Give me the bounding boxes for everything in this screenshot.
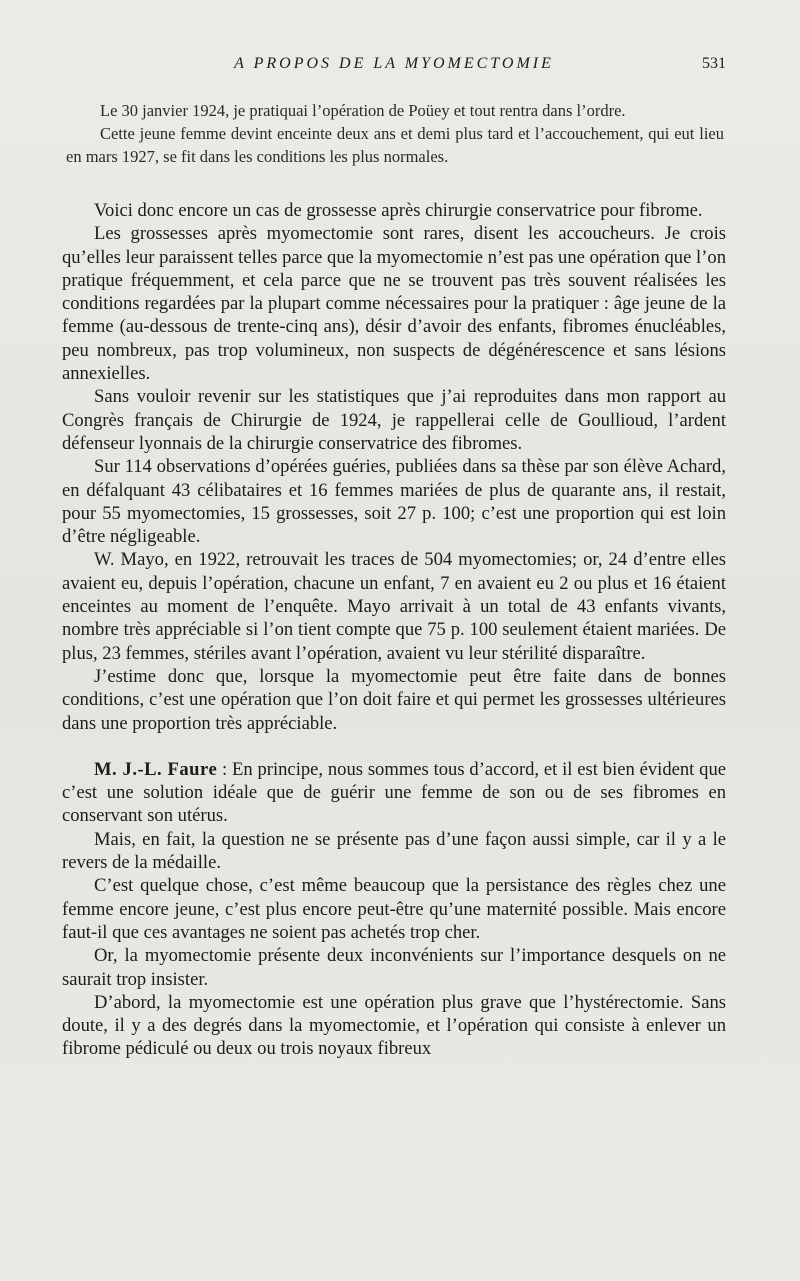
discussion-paragraph: C’est quelque chose, c’est même beaucoup que la persistance des règles chez une femme encore jeune, c’est plus encore peut-être qu’une maternité possible. Mais encore faut-il que ces avantages ne soient pas achetés trop cher. [62,875,726,943]
discussion-paragraph: Mais, en fait, la question ne se présente pas d’une façon aussi simple, car il y a le revers de la médaille. [62,828,726,874]
body-paragraph: Voici donc encore un cas de grossesse après chirurgie conservatrice pour fibrome. [94,200,703,221]
body-paragraph: Sur 114 observations d’opérées guéries, publiées dans sa thèse par son élève Achard, en défalquant 43 célibataires et 16 femmes mariées de plus de quarante ans, il restait, pour 55 myomectomies, 15 grossesses, soit 27 p. 100; c’est une proportion qui est loin d’être négligeable. [62,456,726,548]
running-title: A PROPOS DE LA MYOMECTOMIE [234,55,554,72]
body-paragraph: Sans vouloir revenir sur les statistiques que j’ai reproduites dans mon rapport au Congrès français de Chirurgie de 1924, je rappellerai celle de Goullioud, l’ardent défenseur lyonnais de la chirurgie conservatrice des fibromes. [62,386,726,454]
main-text [62,199,726,1061]
quote-paragraph: Cette jeune femme devint enceinte deux ans et demi plus tard et l’accouchement, qui eut lieu en mars 1927, se fit dans les conditions les plus normales. [66,124,724,166]
discussion-paragraph: D’abord, la myomectomie est une opération plus grave que l’hystérectomie. Sans doute, il y a des degrés dans la myomectomie, et l’opération qui consiste à enlever un fibrome pédiculé ou deux ou trois noyaux fibreux [62,991,726,1060]
body-paragraph: W. Mayo, en 1922, retrouvait les traces de 504 myomectomies; or, 24 d’entre elles avaient eu, depuis l’opération, chacune un enfant, 7 en avaient eu 2 ou plus et 16 étaient enceintes au moment de l’enquête. Mayo arrivait à un total de 43 enfants vivants, nombre très appréciable si l’on tient compte que 75 p. 100 seulement étaient mariées. De plus, 23 femmes, stériles avant l’opération, avaient vu leur stérilité disparaître. [62,549,726,664]
section-spacer [62,735,726,758]
page-number: 531 [702,55,726,72]
discussion-text: : En principe, nous sommes tous d’accord, et il est bien évident que c’est une solution idéale que de guérir une femme de son ou de ses fibromes en conservant son utérus. [62,758,726,827]
quote-paragraph: Le 30 janvier 1924, je pratiquai l’opération de Poüey et tout rentra dans l’ordre. [100,101,626,120]
body-paragraph: Les grossesses après myomectomie sont rares, disent les accoucheurs. Je crois qu’elles leur paraissent telles parce que la myomectomie n’est pas une opération que l’on pratique fréquemment, et cela parce que ne se trouvent pas très souvent réalisées les conditions regardées par la plupart comme nécessaires pour la pratiquer : âge jeune de la femme (au-dessous de trente-cinq ans), désir d’avoir des enfants, fibromes énucléables, peu nombreux, pas trop volumineux, non suspects de dégénérescence et sans lésions annexielles. [62,223,726,385]
discussion-paragraph: Or, la myomectomie présente deux inconvénients sur l’importance desquels on ne saurait trop insister. [62,945,726,990]
discussion-paragraph [62,758,726,828]
page-header [62,55,726,79]
case-report-excerpt [66,99,724,168]
speaker-name: M. J.-L. Faure [94,758,218,780]
body-paragraph: J’estime donc que, lorsque la myomectomie peut être faite dans de bonnes conditions, c’est une opération que l’on doit faire et qui permet les grossesses ultérieures dans une proportion très appréciable. [62,665,726,734]
